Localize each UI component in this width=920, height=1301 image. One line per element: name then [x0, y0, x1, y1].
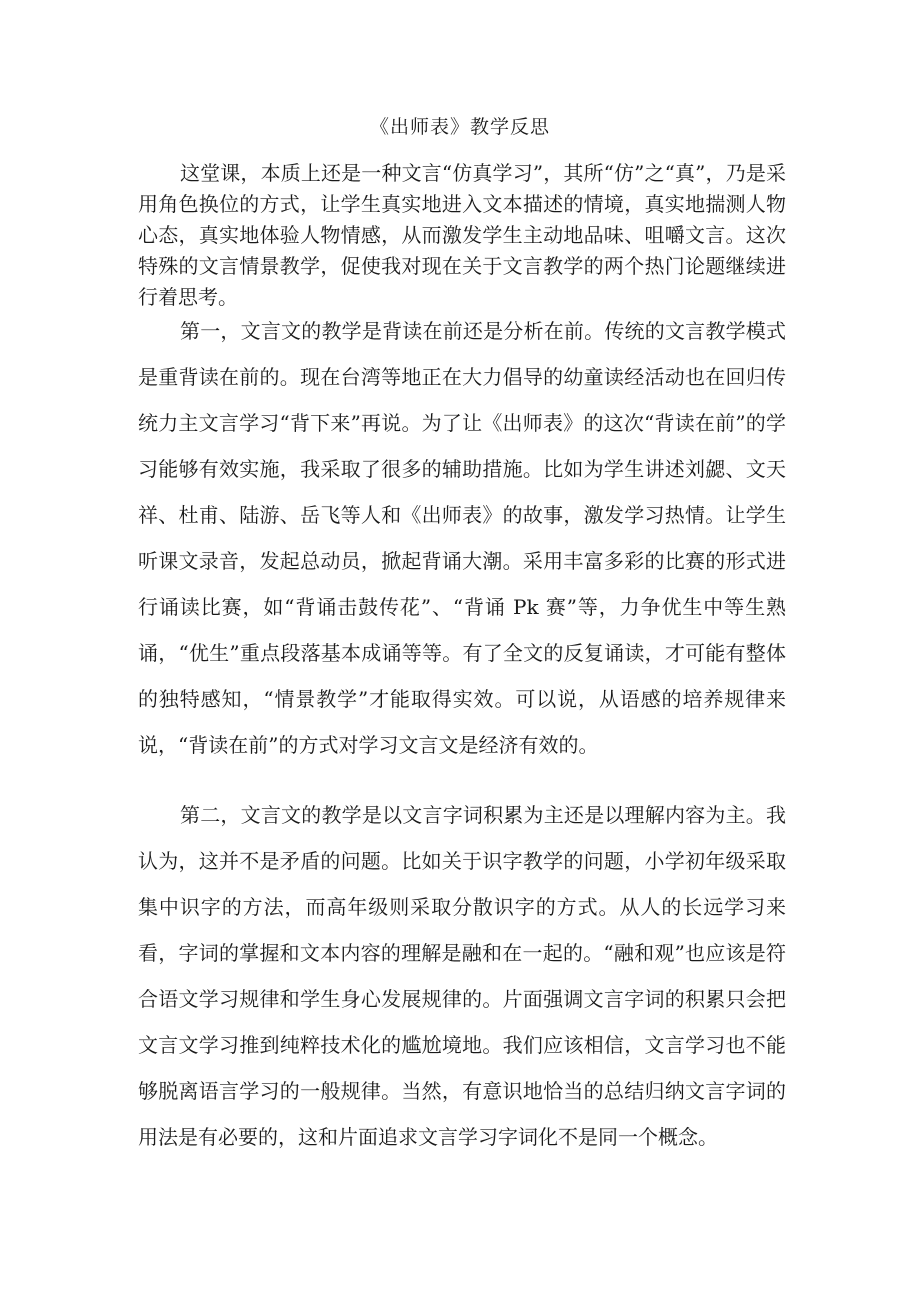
paragraph-first-point: 第一，文言文的教学是背读在前还是分析在前。传统的文言教学模式是重背读在前的。现在台湾等地正在大力倡导的幼童读经活动也在回归传统力主文言学习“背下来”再说。为了让《出师表》的这次“背读在前”的学习能够有效实施，我采取了很多的辅助措施。比如为学生讲述刘勰、文天祥、杜甫、陆游、岳飞等人和《出师表》的故事，激发学习热情。让学生听课文录音，发起总动员，掀起背诵大潮。采用丰富多彩的比赛的形式进行诵读比赛，如“背诵击鼓传花”、“背诵 Pk 赛”等，力争优生中等生熟诵，“优生”重点段落基本成诵等等。有了全文的反复诵读，才可能有整体的独特感知，“情景教学”才能取得实效。可以说，从语感的培养规律来说，“背读在前”的方式对学习文言文是经济有效的。: [138, 319, 786, 757]
paragraph-intro: 这堂课，本质上还是一种文言“仿真学习”，其所“仿”之“真”，乃是采用角色换位的方式，让学生真实地进入文本描述的情境，真实地揣测人物心态，真实地体验人物情感，从而激发学生主动地品味、咀嚼文言。这次特殊的文言情景教学，促使我对现在关于文言教学的两个热门论题继续进行着思考。: [138, 161, 786, 309]
document-title: 《出师表》教学反思: [369, 116, 550, 138]
paragraph-second-point: 第二，文言文的教学是以文言字词积累为主还是以理解内容为主。我认为，这并不是矛盾的问题。比如关于识字教学的问题，小学初年级采取集中识字的方法，而高年级则采取分散识字的方式。从人的长远学习来看，字词的掌握和文本内容的理解是融和在一起的。“融和观”也应该是符合语文学习规律和学生身心发展规律的。片面强调文言字词的积累只会把文言文学习推到纯粹技术化的尴尬境地。我们应该相信，文言学习也不能够脱离语言学习的一般规律。当然，有意识地恰当的总结归纳文言字词的用法是有必要的，这和片面追求文言学习字词化不是同一个概念。: [138, 803, 786, 1149]
